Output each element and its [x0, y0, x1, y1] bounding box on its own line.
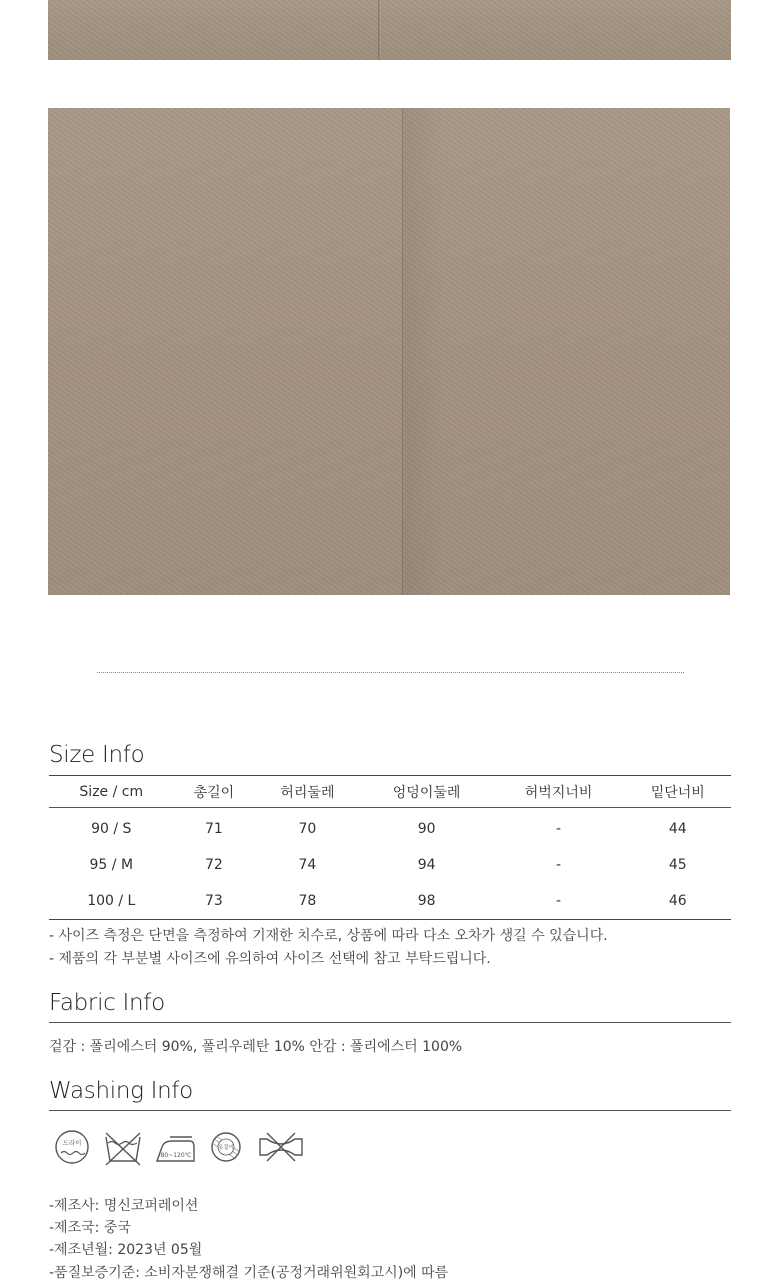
header-waist: 허리둘레	[254, 776, 360, 808]
maker-line: -제조국: 중국	[49, 1220, 131, 1236]
maker-line: -제조년월: 2023년 05월	[49, 1242, 203, 1258]
header-hem: 밑단너비	[625, 776, 731, 808]
maker-line: -제조사: 명신코퍼레이션	[49, 1198, 199, 1214]
header-total-length: 총길이	[174, 776, 255, 808]
cell-total-length: 73	[174, 883, 255, 920]
cell-hem: 44	[668, 821, 687, 837]
iron-label: 80~120℃	[160, 1152, 192, 1159]
washing-icons	[52, 1127, 312, 1167]
fabric-text: 겉감 : 폴리에스터 90%, 폴리우레탄 10% 안감 : 폴리에스터 100%	[49, 1039, 463, 1055]
cell-size: 90 / S	[91, 821, 132, 837]
cell-hip: 90	[417, 821, 436, 837]
section-divider	[97, 672, 684, 673]
cell-thigh: -	[556, 857, 562, 873]
dry-clean-icon	[52, 1127, 92, 1167]
pleat-shadow	[404, 108, 444, 595]
cell-hem: 45	[668, 857, 687, 873]
size-table-header	[49, 776, 731, 808]
table-row	[49, 808, 731, 848]
cover-cloth-label: 옷걸이	[218, 1145, 234, 1151]
cell-total-length: 72	[204, 857, 223, 873]
cell-waist: 78	[254, 883, 360, 920]
size-table	[49, 775, 731, 920]
cell-thigh: -	[493, 883, 625, 920]
maker-line: -품질보증기준: 소비자분쟁해결 기준(공정거래위원회고시)에 따름	[49, 1265, 449, 1281]
table-row	[49, 847, 731, 883]
cell-total-length: 71	[204, 821, 223, 837]
size-note: - 사이즈 측정은 단면을 측정하여 기재한 치수로, 상품에 따라 다소 오차가 생길 수 있습니다.	[49, 928, 608, 944]
washing-rule	[49, 1110, 731, 1111]
pleat-seam	[378, 0, 381, 60]
product-photo-top	[48, 0, 731, 60]
fabric-rule	[49, 1022, 731, 1023]
header-thigh: 허벅지너비	[493, 776, 625, 808]
cell-hem: 46	[625, 883, 731, 920]
cell-waist: 70	[298, 821, 317, 837]
dry-clean-label: 드라이	[62, 1139, 82, 1147]
cell-hip: 98	[361, 883, 493, 920]
cell-waist: 74	[298, 857, 317, 873]
no-hand-wash-icon	[102, 1127, 144, 1167]
cell-thigh: -	[556, 821, 562, 837]
size-info-title: Size Info	[49, 742, 145, 768]
header-hip: 엉덩이둘레	[361, 776, 493, 808]
product-photo-detail	[48, 108, 730, 595]
table-row	[49, 883, 731, 920]
iron-icon	[154, 1127, 198, 1167]
cover-cloth-icon	[206, 1127, 246, 1167]
fabric-info-title: Fabric Info	[49, 990, 165, 1016]
header-size: Size / cm	[49, 776, 174, 808]
size-note: - 제품의 각 부분별 사이즈에 유의하여 사이즈 선택에 참고 부탁드립니다.	[49, 951, 491, 967]
no-wring-icon	[257, 1127, 305, 1167]
cell-size: 95 / M	[89, 857, 134, 873]
washing-info-title: Washing Info	[49, 1078, 193, 1104]
cell-size: 100 / L	[49, 883, 174, 920]
cell-hip: 94	[417, 857, 436, 873]
